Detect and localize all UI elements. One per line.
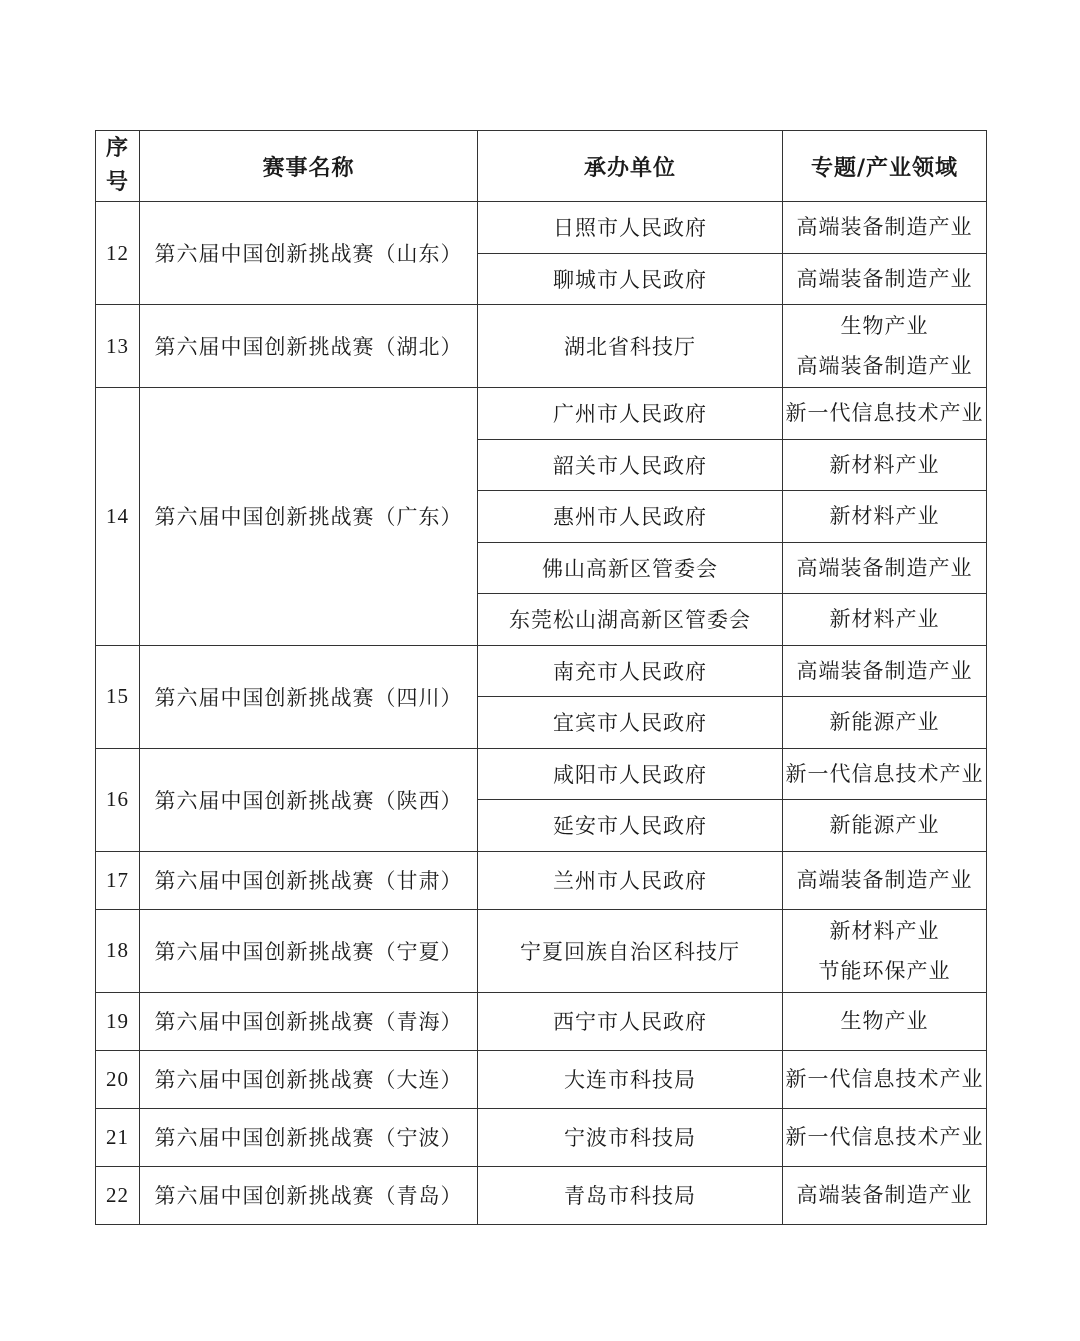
industry-field-line: 高端装备制造产业 [796,868,973,892]
industry-field-line: 新一代信息技术产业 [785,1125,984,1149]
industry-field-line: 新能源产业 [829,813,940,838]
industry-field [783,645,987,697]
industry-field-line: 节能环保产业 [818,958,951,983]
header-row [96,131,987,202]
competition-name: 第六届中国创新挑战赛（青海） [140,992,478,1050]
industry-field [783,388,987,440]
header-name: 赛事名称 [140,131,478,202]
industry-field-line: 生物产业 [840,1009,929,1033]
industry-field-line: 新一代信息技术产业 [785,761,984,786]
industry-field-line: 新材料产业 [829,607,940,632]
industry-field [783,202,987,254]
host-unit: 日照市人民政府 [478,202,783,254]
host-unit: 大连市科技局 [478,1050,783,1108]
host-unit: 宜宾市人民政府 [478,697,783,749]
industry-field-line: 新材料产业 [829,504,940,529]
host-unit: 兰州市人民政府 [478,851,783,909]
table-row [96,388,987,440]
table-row [96,1108,987,1166]
industry-field-line: 高端装备制造产业 [796,658,973,683]
competition-name: 第六届中国创新挑战赛（陕西） [140,748,478,851]
competition-name: 第六届中国创新挑战赛（甘肃） [140,851,478,909]
industry-field [783,594,987,646]
industry-field [783,253,987,305]
industry-field-line: 新一代信息技术产业 [785,401,984,426]
host-unit: 咸阳市人民政府 [478,748,783,800]
host-unit: 韶关市人民政府 [478,439,783,491]
row-number: 22 [96,1166,140,1224]
industry-field [783,909,987,992]
table-row [96,748,987,800]
host-unit: 东莞松山湖高新区管委会 [478,594,783,646]
row-number: 13 [96,305,140,388]
host-unit: 延安市人民政府 [478,800,783,852]
row-number: 19 [96,992,140,1050]
competition-table [95,130,987,1225]
competition-name: 第六届中国创新挑战赛（广东） [140,388,478,646]
table-row [96,851,987,909]
competition-name: 第六届中国创新挑战赛（青岛） [140,1166,478,1224]
industry-field [783,1166,987,1224]
table-row [96,1050,987,1108]
competition-name: 第六届中国创新挑战赛（宁波） [140,1108,478,1166]
host-unit: 西宁市人民政府 [478,992,783,1050]
host-unit: 宁夏回族自治区科技厅 [478,909,783,992]
industry-field-line: 新一代信息技术产业 [785,1067,984,1091]
competition-name: 第六届中国创新挑战赛（大连） [140,1050,478,1108]
industry-field [783,305,987,388]
industry-field-line: 新能源产业 [829,710,940,735]
industry-field [783,992,987,1050]
industry-field-line: 高端装备制造产业 [796,354,973,378]
host-unit: 南充市人民政府 [478,645,783,697]
industry-field-line: 高端装备制造产业 [796,266,973,291]
industry-field [783,1050,987,1108]
table-row [96,909,987,992]
industry-field [783,697,987,749]
host-unit: 广州市人民政府 [478,388,783,440]
row-number: 18 [96,909,140,992]
industry-field [783,748,987,800]
host-unit: 宁波市科技局 [478,1108,783,1166]
industry-field-line: 新材料产业 [829,452,940,477]
industry-field-line: 高端装备制造产业 [796,555,973,580]
industry-field [783,1108,987,1166]
header-field: 专题/产业领域 [783,131,987,202]
industry-field [783,800,987,852]
industry-field-line: 高端装备制造产业 [796,1183,973,1207]
host-unit: 湖北省科技厅 [478,305,783,388]
row-number: 16 [96,748,140,851]
header-no-top: 序 [105,136,129,161]
table-row [96,645,987,697]
header-no-bottom: 号 [105,170,129,195]
row-number: 21 [96,1108,140,1166]
competition-name: 第六届中国创新挑战赛（山东） [140,202,478,305]
row-number: 14 [96,388,140,646]
industry-field-line: 高端装备制造产业 [796,215,973,240]
industry-field [783,439,987,491]
industry-field [783,491,987,543]
table-row [96,992,987,1050]
competition-name: 第六届中国创新挑战赛（宁夏） [140,909,478,992]
table-row [96,1166,987,1224]
row-number: 12 [96,202,140,305]
host-unit: 惠州市人民政府 [478,491,783,543]
competition-name: 第六届中国创新挑战赛（四川） [140,645,478,748]
competition-name: 第六届中国创新挑战赛（湖北） [140,305,478,388]
host-unit: 佛山高新区管委会 [478,542,783,594]
industry-field [783,542,987,594]
industry-field-line: 新材料产业 [829,918,940,943]
industry-field [783,851,987,909]
header-no [96,131,140,202]
table-row [96,305,987,388]
row-number: 15 [96,645,140,748]
row-number: 17 [96,851,140,909]
row-number: 20 [96,1050,140,1108]
table-body [96,202,987,1225]
header-host: 承办单位 [478,131,783,202]
industry-field-line: 生物产业 [840,314,929,338]
host-unit: 聊城市人民政府 [478,253,783,305]
table-row [96,202,987,254]
host-unit: 青岛市科技局 [478,1166,783,1224]
